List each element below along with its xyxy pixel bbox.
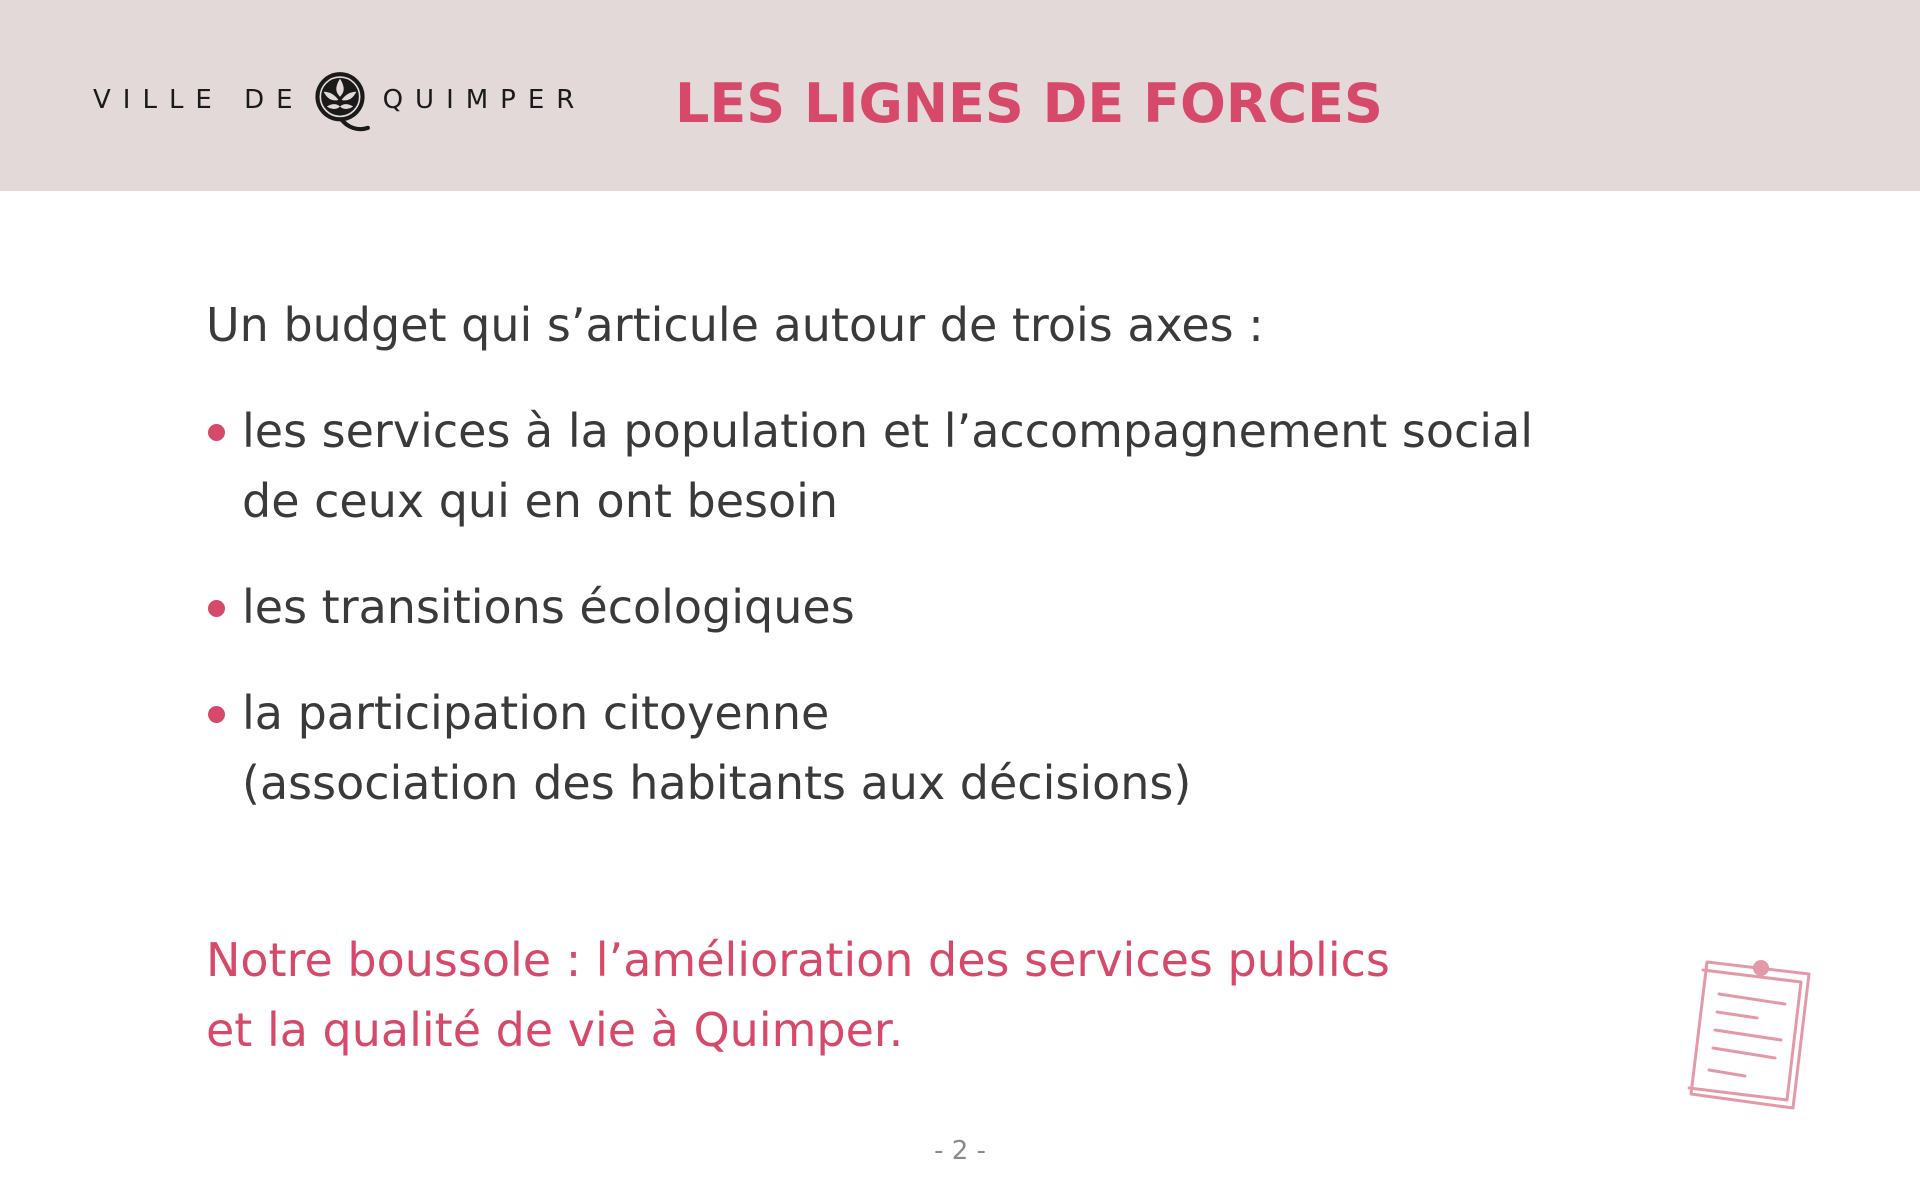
- conclusion-line: Notre boussole : l’amélioration des services publics: [206, 933, 1390, 987]
- list-item: [206, 678, 1706, 818]
- bullet-dot-icon: [208, 706, 225, 723]
- list-item-line: la participation citoyenne: [242, 686, 830, 740]
- conclusion-line: et la qualité de vie à Quimper.: [206, 1003, 904, 1057]
- clipboard-note-icon: [1685, 950, 1825, 1120]
- list-item-line: (association des habitants aux décisions): [242, 756, 1192, 810]
- page-title: LES LIGNES DE FORCES: [675, 72, 1383, 135]
- conclusion-text: [206, 925, 1390, 1065]
- list-item: [206, 396, 1706, 536]
- list-item-line: les services à la population et l’accompagnement social: [242, 404, 1534, 458]
- quimper-emblem-icon: [299, 59, 381, 141]
- intro-text: Un budget qui s’articule autour de trois axes :: [206, 298, 1264, 352]
- ville-de-quimper-logo: [93, 60, 586, 140]
- logo-text-right: QUIMPER: [382, 85, 587, 115]
- page-number: - 2 -: [934, 1136, 986, 1166]
- header-bar: [0, 0, 1920, 191]
- list-item: [206, 572, 1706, 642]
- list-item-line: les transitions écologiques: [242, 580, 855, 634]
- bullet-dot-icon: [208, 424, 225, 441]
- axes-list: [206, 396, 1706, 818]
- main-content: [206, 290, 1706, 818]
- list-item-line: de ceux qui en ont besoin: [242, 474, 839, 528]
- logo-text-left: VILLE DE: [93, 85, 305, 115]
- bullet-dot-icon: [208, 600, 225, 617]
